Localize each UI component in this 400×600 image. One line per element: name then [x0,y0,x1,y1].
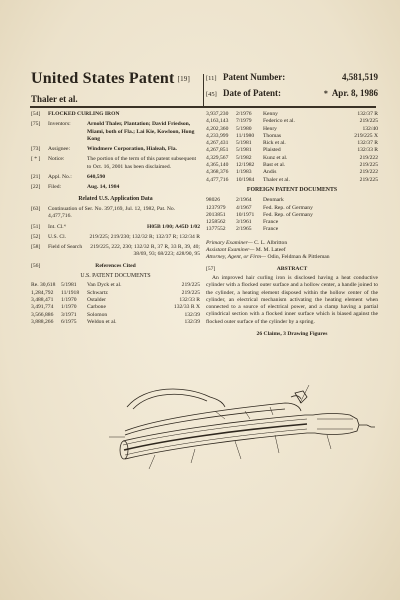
abstract-title: ABSTRACT [276,265,308,272]
ref-date: 1/1983 [236,169,252,176]
date-star: * [323,89,328,98]
foreign-documents-title: FOREIGN PATENT DOCUMENTS [246,186,338,193]
ref-date: 5/1981 [236,147,252,154]
clamp-arm-inner [133,394,207,409]
field-label: Inventors: [48,121,71,128]
field-label: Appl. No.: [48,174,72,181]
ref-name: Andis [263,169,277,176]
attorney [206,254,378,261]
related-data-title: Related U.S. Application Data [78,195,153,202]
field-label: Field of Search [48,244,83,251]
date-label: Date of Patent: [223,88,281,98]
reference-row [31,319,200,326]
field-label: Assignee: [48,146,71,153]
ref-class [341,226,378,233]
abstract-heading [206,266,378,273]
field-us-cl [31,234,200,241]
reference-row [206,155,378,162]
invention-title: FLOCKED CURLING IRON [48,111,120,117]
ref-name: Carbone [87,304,106,311]
field-label: U.S. Cl. [48,233,67,240]
int-cl-value: H05B 1/00; A45D 1/02 [147,223,200,230]
ref-name: Kunz et al. [263,154,288,161]
ref-date: 3/1971 [61,311,77,318]
patent-date-row [206,88,378,104]
header-left [31,70,190,104]
ref-number: 4,365,140 [206,162,229,169]
ref-number: 1237979 [206,204,226,211]
ref-number: 4,233,999 [206,132,229,139]
ref-number: 4,267,431 [206,140,229,147]
field-code: [21] [31,174,41,181]
number-code: [11] [206,75,217,82]
reference-row [206,169,378,176]
ref-name: Fed. Rep. of Germany [263,204,313,211]
ref-name: Thaler et al. [263,176,290,183]
field-code: [73] [31,146,41,153]
attorney-name: Odin, Feldman & Pittleman [267,254,330,261]
ref-date: 5/1981 [61,282,77,289]
field-continuation [31,206,200,221]
date-code: [45] [206,91,217,98]
ref-number: 1,284,792 [31,289,54,296]
reference-row [206,177,378,184]
field-notice [31,156,200,171]
ref-date: 2/1965 [236,226,252,233]
reference-row [31,282,200,289]
field-title [31,111,200,118]
ref-number: 3,488,471 [31,296,54,303]
filed-value: Aug. 14, 1984 [87,184,120,191]
ref-name: Ostalder [87,296,106,303]
ref-class: 132/40 [362,125,378,132]
ref-date: 5/1980 [236,125,252,132]
us-cl-value: 219/225; 219/230; 132/32 R; 132/37 R; 132/34 R [89,233,200,240]
field-label: Int. Cl.⁴ [48,223,66,230]
examiners [206,240,378,262]
lever-pivot [291,396,301,399]
handle-outline [313,414,359,435]
ref-class: 132/39 [184,318,200,325]
abstract-text: An improved hair curling iron is disclosed having a heat conductive cylinder with a flocked outer surface and a hollow center, a handle joined to the cylinder, a heating element disposed within the hollow center of the cylinder, an electrical mechanism activating the heating element when connected to a source of electrical power, and a clamp having a partial cylindrical section with a flocked inner surface which is biased against the flocked outer surface of the cylinder by a spring. [206,274,378,325]
field-int-cl [31,224,200,231]
ref-class [341,212,378,219]
ref-date: 10/1984 [236,176,255,183]
patent-date [324,88,378,98]
ref-date: 2/1964 [236,197,252,204]
ref-number: 3,888,266 [31,318,54,325]
ref-class: 132/33 R X [173,304,200,311]
ref-number: 2013851 [206,211,226,218]
ref-number: 4,329,567 [206,154,229,161]
ref-class: 132/33 R [179,296,200,303]
field-label: Notice: [48,156,65,163]
ref-class: 219/225 [359,162,378,169]
ref-class: 132/39 [184,311,200,318]
foreign-reference-row [206,212,378,219]
ref-name: Thomas [263,132,282,139]
header-right [206,72,378,104]
assistant-examiner-label: Assistant Examiner— [206,247,255,254]
field-references [31,263,200,270]
ref-class [341,197,378,204]
ref-number: 3,566,886 [31,311,54,318]
abstract-code: [57] [206,265,216,272]
reference-row [206,140,378,147]
ref-number: 4,368,376 [206,169,229,176]
us-patent-documents-title: U.S. PATENT DOCUMENTS [80,273,151,280]
reference-row [206,118,378,125]
ref-number: 4,267,851 [206,147,229,154]
ref-date: 12/1982 [236,162,255,169]
reference-row [31,312,200,319]
reference-row [31,304,200,311]
foreign-reference-row [206,197,378,204]
inventors-value: Arnold Thaler, Plantation; David Friedson, Miami, both of Fla.; Lai Kie, Kowloon, Hong Kong [87,121,195,142]
barrel-bottom [125,433,315,459]
ref-class [341,205,378,212]
ref-class: 219/225 X [354,132,378,139]
reference-row [31,290,200,297]
ref-name: France [263,226,279,233]
ref-number: Re. 30,618 [31,282,56,289]
primary-examiner-name: C. L. Albritton [254,239,288,246]
continuation-value: Continuation of Ser. No. 397,169, Jul. 12, 1982, Pat. No. 4,477,716. [48,205,176,220]
barrel-top [123,415,313,441]
references-column [206,111,378,338]
field-search [31,244,200,259]
ref-date: 3/1961 [236,219,252,226]
patent-title [31,70,190,88]
ref-date: 11/1918 [61,289,80,296]
ref-date: 1/1970 [61,304,77,311]
ref-date: 10/1971 [236,211,255,218]
inventor-short: Thaler et al. [31,94,78,104]
ref-name: Federico et al. [263,118,295,125]
field-code: [58] [31,244,41,251]
ref-number: 1258562 [206,219,226,226]
patent-title-text: United States Patent [31,70,175,87]
ref-name: Schwartz [87,289,108,296]
search-value: 219/225, 222, 230; 132/32 R, 37 R, 33 R, 39, 40; 38/69, 93; 68/223; 428/90, 95 [90,244,200,258]
reference-row [206,126,378,133]
appl-no-value: 640,590 [87,174,106,181]
ref-class [341,219,378,226]
ref-name: Van Dyck et al. [87,282,122,289]
swivel-cord [359,425,375,427]
reference-row [206,162,378,169]
foreign-reference-row [206,205,378,212]
ref-date: 1/1970 [61,296,77,303]
notice-value: The portion of the term of this patent subsequent to Oct. 16, 2001 has been disclaimed. [87,156,197,170]
ref-date: 7/1979 [236,118,252,125]
claims-summary: 26 Claims, 3 Drawing Figures [256,331,328,338]
ref-number: 1377552 [206,226,226,233]
ref-name: Rick et al. [263,140,286,147]
ref-date: 6/1975 [61,318,77,325]
field-code: [ * ] [31,156,41,163]
assignee-value: Windmere Corporation, Hialeah, Fla. [87,146,177,153]
patent-number-row [206,72,378,88]
primary-examiner-label: Primary Examiner— [206,239,253,246]
ref-number: 4,477,716 [206,176,229,183]
attorney-label: Attorney, Agent, or Firm— [206,254,267,261]
field-assignee [31,146,200,153]
field-code: [22] [31,184,41,191]
reference-row [206,147,378,154]
ref-name: Fed. Rep. of Germany [263,211,313,218]
ref-class: 219/225 [181,282,200,289]
title-code: [19] [177,75,191,84]
assistant-examiner [206,247,378,254]
primary-examiner [206,240,378,247]
assistant-examiner-name: M. M. Lateef [255,247,286,254]
handle-grip [317,419,353,429]
field-filed [31,184,200,191]
ref-number: 98026 [206,197,220,204]
ref-class: 132/37 R [357,111,378,117]
references-title: References Cited [95,262,136,269]
field-code: [75] [31,121,41,128]
ref-class: 219/225 [359,118,378,125]
right-reference-list [206,111,378,184]
header-divider [203,74,204,106]
field-inventors [31,121,200,143]
patent-number: 4,581,519 [342,72,378,82]
field-label: Filed: [48,184,62,191]
ref-date: 5/1981 [236,140,252,147]
ref-date: 11/1980 [236,132,255,139]
ref-number: 3,937,230 [206,111,229,117]
field-code: [63] [31,205,41,212]
ref-class: 132/37 R [357,140,378,147]
ref-class: 132/33 R [357,147,378,154]
bibliographic-column [31,111,200,326]
ref-name: Kenny [263,111,278,117]
curling-iron-drawing [95,345,385,525]
ref-date: 2/1976 [236,111,252,117]
field-code: [56] [31,262,41,269]
ref-name: Weldon et al. [87,318,117,325]
ref-class: 219/222 [359,154,378,161]
foreign-reference-row [206,219,378,226]
field-appl-no [31,174,200,181]
ref-name: Plaisted [263,147,281,154]
ref-name: Denmark [263,197,284,204]
foreign-reference-row [206,226,378,233]
ref-name: France [263,219,279,226]
ref-class: 219/225 [181,289,200,296]
header-rule [30,106,376,108]
ref-name: Solomon [87,311,108,318]
number-label: Patent Number: [223,72,286,82]
ref-name: Bast et al. [263,162,286,169]
ref-number: 3,491,774 [31,304,54,311]
clamp-arm-outer [127,389,225,407]
ref-number: 4,163,143 [206,118,229,125]
ref-class: 219/222 [359,169,378,176]
field-code: [51] [31,223,41,230]
date-value: Apr. 8, 1986 [331,88,378,98]
reference-row [206,111,378,118]
reference-row [31,297,200,304]
ref-class: 219/225 [359,176,378,183]
ref-number: 4,202,360 [206,125,229,132]
field-code: [54] [31,111,41,117]
ref-date: 5/1982 [236,154,252,161]
ref-date: 4/1967 [236,204,252,211]
ref-name: Henry [263,125,277,132]
field-code: [52] [31,233,41,240]
foreign-reference-list [206,197,378,233]
reference-row [206,133,378,140]
left-reference-list [31,282,200,326]
